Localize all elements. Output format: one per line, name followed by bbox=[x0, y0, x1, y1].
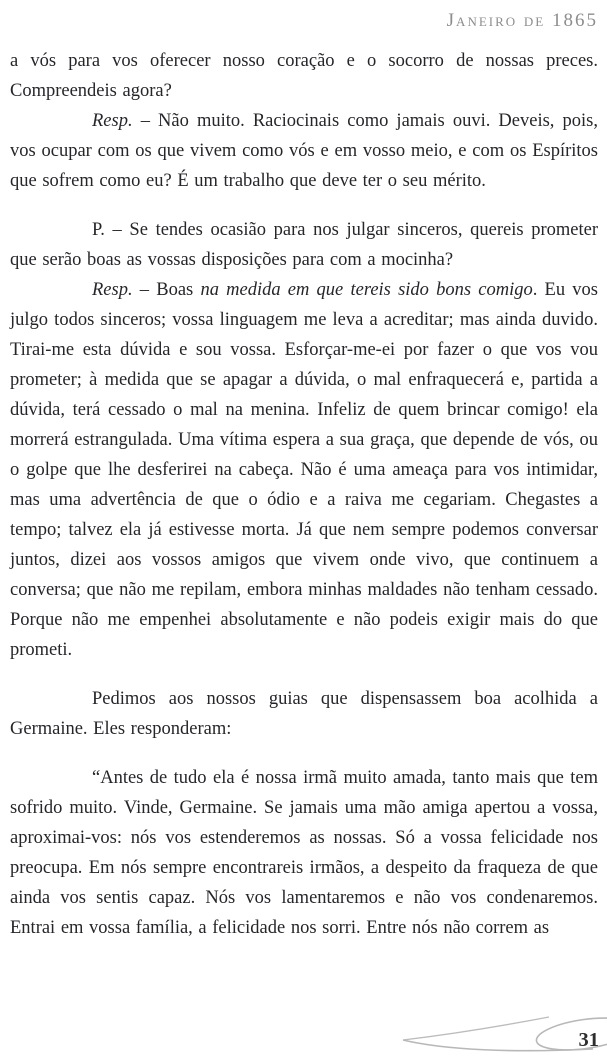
paragraph-text: P. – Se tendes ocasião para nos julgar sinceros, quereis prometer que serão boas as vossas disposições para com a mocinha? bbox=[10, 220, 598, 270]
page-number: 31 bbox=[578, 1029, 599, 1051]
paragraph-text: “Antes de tudo ela é nossa irmã muito amada, tanto mais que tem sofrido muito. Vinde, Germaine. Se jamais uma mão amiga apertou a vossa, aproximai-vos: nós vos estenderemos as nossas. Só a vossa felicidade nos preocupa. Em nós sempre encontrareis irmãos, a despeito da fraqueza de que ainda vos sentis capaz. Nós vos lamentaremos e não vos condenaremos. Entrai em vossa família, a felicidade nos sorri. Entre nós não correm as bbox=[10, 768, 598, 938]
page-body bbox=[10, 46, 598, 943]
paragraph-text: – Boas bbox=[132, 280, 201, 300]
calligraphic-swoosh-icon bbox=[395, 1009, 607, 1059]
paragraph-answer bbox=[10, 275, 598, 665]
paragraph-text: – Não muito. Raciocinais como jamais ouvi. Deveis, pois, vos ocupar com os que vivem como vós e em vosso meio, e com os Espíritos que sofrem como eu? É um trabalho que deve ter o seu mérito. bbox=[10, 111, 598, 191]
paragraph-continuation bbox=[10, 46, 598, 106]
answer-label: Resp. bbox=[92, 280, 133, 300]
page-footer bbox=[395, 1009, 607, 1059]
paragraph-answer bbox=[10, 106, 598, 196]
paragraph-narration bbox=[10, 684, 598, 744]
paragraph-text: a vós para vos oferecer nosso coração e o socorro de nossas preces. Compreendeis agora? bbox=[10, 51, 598, 101]
paragraph-text: . Eu vos julgo todos sinceros; vossa linguagem me leva a acreditar; mas ainda duvido. Tirai-me esta dúvida e sou vossa. Esforçar-me-ei por fazer o que vos vou prometer; à medida que se apagar a dúvida, o mal enfraquecerá e, partida a dúvida, terá cessado o mal na menina. Infeliz de quem brincar comigo! ela morrerá estrangulada. Uma vítima espera a sua graça, que depende de vós, ou o golpe que lhe desferirei na cabeça. Não é uma ameaça para vos intimidar, mas uma advertência de que o ódio e a raiva me cegariam. Chegastes a tempo; talvez ela já estivesse morta. Já que nem sempre podemos conversar juntos, dizei aos vossos amigos que vivem onde vivo, que continuem a conversa; que não me repilam, embora minhas maldades não tenham cessado. Porque não me empenhei absolutamente e não podeis exigir mais do que prometi. bbox=[10, 280, 599, 660]
emphasized-phrase: na medida em que tereis sido bons comigo bbox=[200, 280, 533, 300]
paragraph-text: Pedimos aos nossos guias que dispensassem boa acolhida a Germaine. Eles responderam: bbox=[10, 689, 598, 739]
running-header: Janeiro de 1865 bbox=[446, 10, 598, 31]
paragraph-quote bbox=[10, 763, 598, 943]
paragraph-question bbox=[10, 215, 598, 275]
answer-label: Resp. bbox=[92, 111, 133, 131]
